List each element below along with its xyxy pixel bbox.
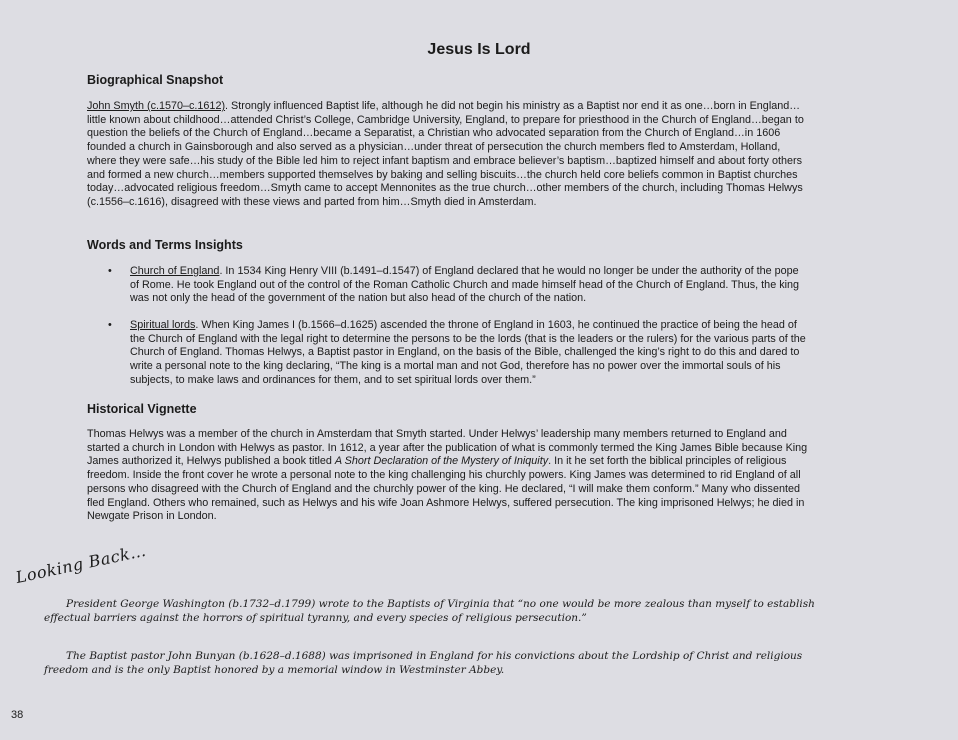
- vignette-text-after: . In it he set forth the biblical principles of religious freedom. Inside the front cover he wrote a personal note to the king challenging his churchly powers. King James was determined to rid England of all persons who disagreed with the Church of England and the churchly power of the king. He declared, “I will make them conform.” Many who dissented fled England. Others who remained, such as Helwys and his wife Joan Ashmore Helwys, suffered persecution. The king imprisoned Helwys; he died in Newgate Prison in London.: [87, 455, 805, 523]
- looking-back-title: Looking Back…: [14, 540, 148, 587]
- terms-heading: Words and Terms Insights: [87, 238, 243, 252]
- bullet-icon: •: [108, 265, 112, 277]
- vignette-text-before: Thomas Helwys was a member of the church in Amsterdam that Smyth started. Under Helwys’ leadership many members returned to England and started a church in London with Helwys as pastor. In 1612, a year after the publication of what is commonly termed the King James Bible because King James authorized it, Helwys published a book titled: [87, 428, 808, 468]
- term-item: [108, 319, 808, 388]
- vignette-book-title: A Short Declaration of the Mystery of Iniquity: [334, 455, 549, 468]
- bio-text: . Strongly influenced Baptist life, although he did not begin his ministry as a Baptist nor end it as one…born in England…little known about childhood…attended Christ’s College, Cambridge University, England, to prepare for priesthood in the Church of England…began to question the beliefs of the Church of England…became a Separatist, a Christian who advocated separation from the Church of England…in 1606 founded a church in Gainsborough and also served as a physician…under threat of persecution the church members fled to Amsterdam, Holland, where they were safe…his study of the Bible led him to reject infant baptism and embrace believer’s baptism…baptized himself and about forty others and formed a new church…members supported themselves by baking and selling biscuits…the church held core beliefs common in Baptist churches today…advocated religious freedom…Smyth came to accept Mennonites as the true church…other members of the church, including Thomas Helwys (c.1556–c.1616), disagreed with these views and parted from him…Smyth died in Amsterdam.: [87, 100, 804, 208]
- vignette-heading: Historical Vignette: [87, 402, 197, 416]
- term-text: . When King James I (b.1566–d.1625) ascended the throne of England in 1603, he continued the practice of being the head of the Church of England with the legal right to determine the persons to be the lords (that is the leaders or the rulers) for the various parts of the Church of England. Thomas Helwys, a Baptist pastor in England, on the basis of the Bible, challenged the king’s right to do this and dared to write a personal note to the king declaring, “The king is a mortal man and not God, therefore has no power over the immortal souls of his subjects, to make laws and ordinances for them, and to set spiritual lords over them.”: [130, 319, 806, 386]
- looking-back-paragraph: The Baptist pastor John Bunyan (b.1628–d.1688) was imprisoned in England for his convictions about the Lordship of Christ and religious freedom and is the only Baptist honored by a memorial window in Westminster Abbey.: [44, 650, 803, 676]
- bio-name: John Smyth (c.1570–c.1612): [87, 100, 226, 112]
- vignette-paragraph: [87, 428, 812, 524]
- term-name: Spiritual lords: [130, 319, 196, 331]
- bio-heading: Biographical Snapshot: [87, 73, 224, 87]
- term-item: [108, 265, 808, 306]
- term-name: Church of England: [130, 265, 220, 277]
- looking-back-paragraph: President George Washington (b.1732–d.1799) wrote to the Baptists of Virginia that “no one would be more zealous than myself to establish effectual barriers against the horrors of spiritual tyranny, and every species of religious persecution.”: [44, 598, 815, 624]
- bio-paragraph: [87, 100, 812, 210]
- bullet-icon: •: [108, 319, 112, 331]
- page-number: 38: [11, 709, 24, 721]
- term-text: . In 1534 King Henry VIII (b.1491–d.1547) of England declared that he would no longer be under the authority of the pope of Rome. He took England out of the control of the Roman Catholic Church and made himself head of the Church of England. Thus, the king was not only the head of the government of the nation but also head of the church of the nation.: [130, 265, 800, 305]
- page-title: Jesus Is Lord: [427, 41, 531, 58]
